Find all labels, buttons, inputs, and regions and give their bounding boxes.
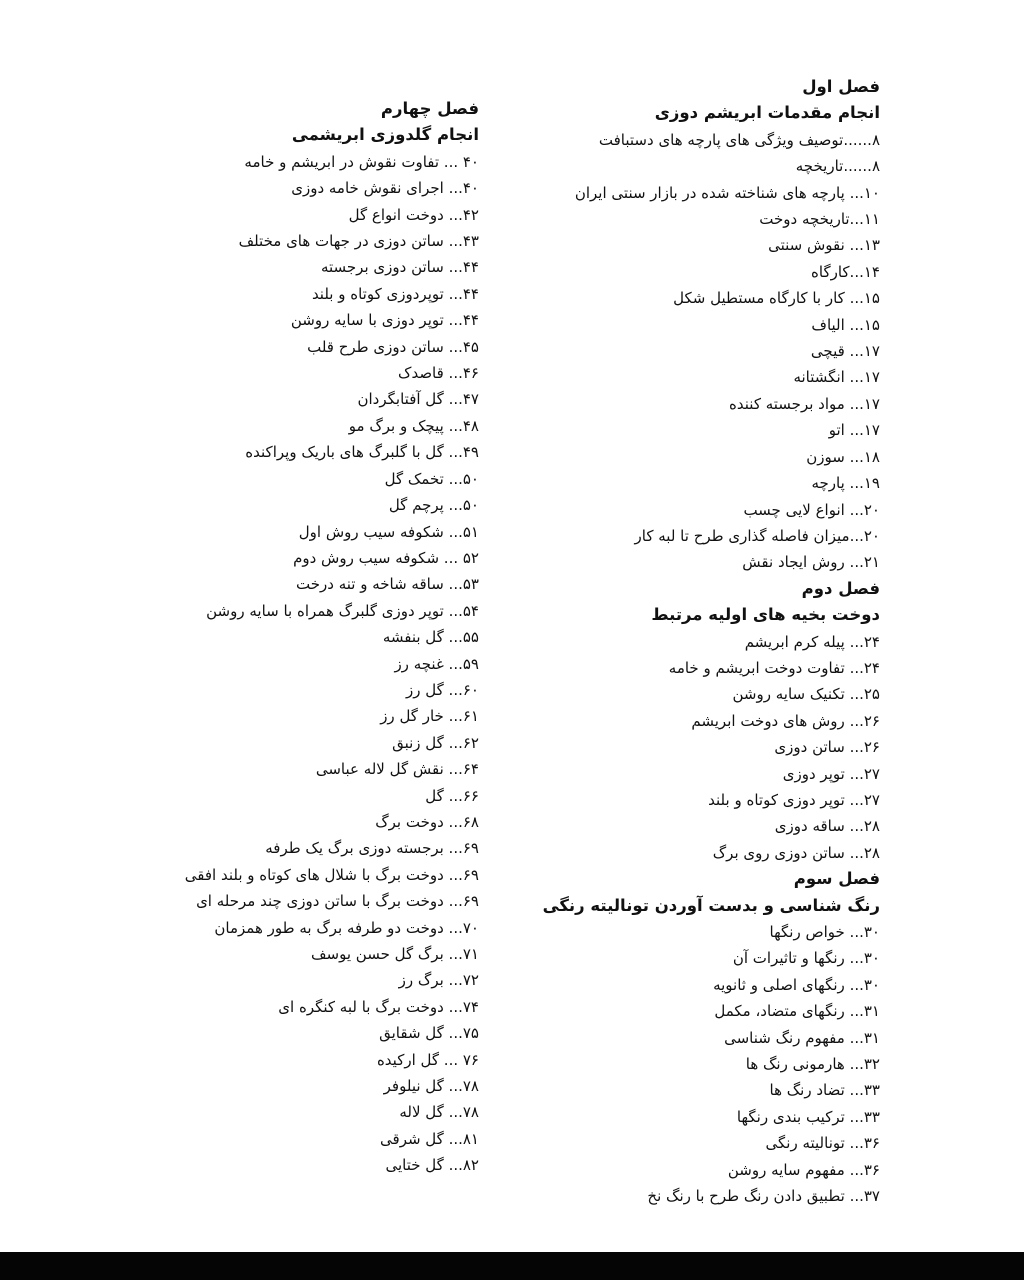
toc-entry: ۱۸... سوزن [806, 447, 880, 466]
toc-entry: ۷۸... گل نیلوفر [383, 1077, 479, 1096]
toc-entry: ۳۶... تونالیته رنگی [765, 1134, 880, 1153]
toc-entry: ۵۵... گل بنفشه [382, 628, 479, 647]
toc-entry: ۳۰... رنگهای اصلی و ثانویه [713, 975, 880, 994]
toc-entry: ۷۸... گل لاله [399, 1103, 479, 1122]
toc-entry: ۷۰... دوخت دو طرفه برگ به طور همزمان [214, 918, 479, 937]
toc-entry: ۲۶... ساتن دوزی [774, 738, 880, 757]
toc-entry: ۴۷... گل آفتابگردان [357, 390, 479, 409]
toc-entry: ۳۳... تضاد رنگ ها [769, 1081, 880, 1100]
chapter-title: انجام مقدمات ابریشم دوزی [654, 103, 880, 123]
toc-entry: ۷۵... گل شقایق [379, 1024, 479, 1043]
toc-entry: ۵۱... شکوفه سیب روش اول [298, 522, 479, 541]
toc-entry: ۱۴...کارگاه [811, 262, 880, 281]
chapter-label: فصل چهارم [380, 99, 479, 118]
toc-entry: ۴۰ ... تفاوت نقوش در ابریشم و خامه [244, 152, 479, 171]
toc-column-right [450, 74, 880, 1209]
toc-entry: ۳۶... مفهوم سایه روشن [727, 1160, 880, 1179]
toc-entry: ۶۸... دوخت برگ [375, 812, 479, 831]
toc-column-left [139, 96, 479, 1179]
toc-entry: ۴۴... ساتن دوزی برجسته [320, 258, 479, 277]
toc-entry: ۲۷... توپر دوزی کوتاه و بلند [708, 790, 880, 809]
toc-entry: ۳۱... رنگهای متضاد، مکمل [714, 1002, 880, 1021]
toc-entry: ۵۰... پرچم گل [388, 496, 479, 515]
toc-entry: ۲۸... ساقه دوزی [774, 817, 880, 836]
toc-entry: ۴۸... پیچک و برگ مو [348, 416, 479, 435]
toc-entry: ۸......تاریخچه [795, 157, 880, 176]
toc-entry: ۶۲... گل زنبق [392, 733, 479, 752]
toc-entry: ۳۰... رنگها و تاثیرات آن [732, 949, 880, 968]
toc-entry: ۴۴... توپر دوزی با سایه روشن [290, 311, 479, 330]
toc-entry: ۲۵... تکنیک سایه روشن [732, 685, 880, 704]
toc-entry: ۳۲... هارمونی رنگ ها [745, 1055, 880, 1074]
toc-entry: ۱۳... نقوش سنتی [768, 236, 880, 255]
toc-entry: ۴۴... توپردوزی کوتاه و بلند [311, 284, 479, 303]
toc-entry: ۸۱... گل شرقی [380, 1129, 479, 1148]
toc-entry: ۶۱... خار گل رز [380, 707, 479, 726]
toc-entry: ۶۶... گل [425, 786, 479, 805]
toc-entry: ۵۲ ... شکوفه سیب روش دوم [293, 548, 479, 567]
chapter-title: دوخت بخیه های اولیه مرتبط [651, 605, 880, 625]
toc-entry: ۱۹... پارچه [811, 474, 880, 493]
toc-entry: ۶۹... دوخت برگ با ساتن دوزی چند مرحله ای [196, 892, 479, 911]
bottom-black-bar [0, 1252, 1024, 1280]
toc-entry: ۷۲... برگ رز [398, 971, 479, 990]
toc-entry: ۱۵... کار با کارگاه مستطیل شکل [673, 289, 880, 308]
toc-entry: ۲۸... ساتن دوزی روی برگ [712, 843, 880, 862]
toc-entry: ۳۱... مفهوم رنگ شناسی [724, 1028, 880, 1047]
toc-entry: ۱۷... اتو [828, 421, 880, 440]
toc-entry: ۳۰... خواص رنگها [769, 923, 880, 941]
toc-entry: ۱۱...تاریخچه دوخت [759, 210, 880, 229]
toc-entry: ۲۷... توپر دوزی [782, 764, 880, 783]
chapter-title: رنگ شناسی و بدست آوردن تونالیته رنگی [542, 895, 880, 915]
toc-entry: ۷۴... دوخت برگ با لبه کنگره ای [278, 997, 479, 1016]
toc-entry: ۵۹... غنچه رز [394, 654, 479, 673]
toc-entry: ۱۰... پارچه های شناخته شده در بازار سنتی ایران [574, 183, 880, 202]
toc-entry: ۴۰... اجرای نقوش خامه دوزی [291, 179, 479, 198]
toc-entry: ۲۴... پیله کرم ابریشم [744, 632, 880, 651]
toc-entry: ۱۷... انگشتانه [793, 368, 880, 387]
toc-entry: ۵۳... ساقه شاخه و تنه درخت [296, 575, 479, 594]
toc-entry: ۶۰... گل رز [406, 680, 479, 699]
toc-entry: ۳۷... تطبیق دادن رنگ طرح با رنگ نخ [647, 1187, 880, 1206]
toc-entry: ۲۱... روش ایجاد نقش [742, 553, 880, 572]
toc-entry: ۷۶ ... گل ارکیده [376, 1050, 479, 1069]
toc-entry: ۲۰...میزان فاصله گذاری طرح تا لبه کار [634, 526, 880, 545]
toc-entry: ۱۵... الیاف [811, 315, 880, 334]
chapter-label: فصل دوم [801, 578, 880, 598]
toc-entry: ۴۲... دوخت انواع گل [348, 205, 479, 224]
toc-entry: ۶۹... دوخت برگ با شلال های کوتاه و بلند افقی [184, 865, 479, 884]
toc-entry: ۶۹... برجسته دوزی برگ یک طرفه [265, 839, 479, 858]
toc-entry: ۴۵... ساتن دوزی طرح قلب [307, 337, 479, 356]
chapter-label: فصل سوم [793, 869, 880, 889]
chapter-label: فصل اول [802, 77, 880, 96]
toc-entry: ۶۴... نقش گل لاله عباسی [315, 760, 479, 779]
toc-entry: ۴۳... ساتن دوزی در جهات های مختلف [238, 232, 479, 251]
toc-entry: ۸۲... گل ختایی [385, 1156, 479, 1175]
toc-entry: ۲۰... انواع لایی چسب [743, 500, 880, 519]
toc-entry: ۷۱... برگ گل حسن یوسف [311, 945, 479, 963]
toc-entry: ۴۹... گل با گلبرگ های باریک وپراکنده [245, 443, 479, 462]
toc-entry: ۱۷... قیچی [810, 342, 880, 361]
chapter-title: انجام گلدوزی ابریشمی [291, 125, 479, 145]
toc-entry: ۱۷... مواد برجسته کننده [729, 394, 880, 413]
toc-entry: ۵۴... توپر دوزی گلبرگ همراه با سایه روشن [206, 601, 479, 620]
toc-entry: ۵۰... تخمک گل [384, 469, 479, 488]
toc-entry: ۸......توصیف ویژگی های پارچه های دستبافت [598, 130, 880, 149]
toc-entry: ۳۳... ترکیب بندی رنگها [736, 1107, 880, 1126]
toc-entry: ۲۶... روش های دوخت ابریشم [691, 711, 880, 730]
toc-entry: ۲۴... تفاوت دوخت ابریشم و خامه [668, 658, 880, 677]
toc-entry: ۴۶... قاصدک [398, 364, 479, 383]
